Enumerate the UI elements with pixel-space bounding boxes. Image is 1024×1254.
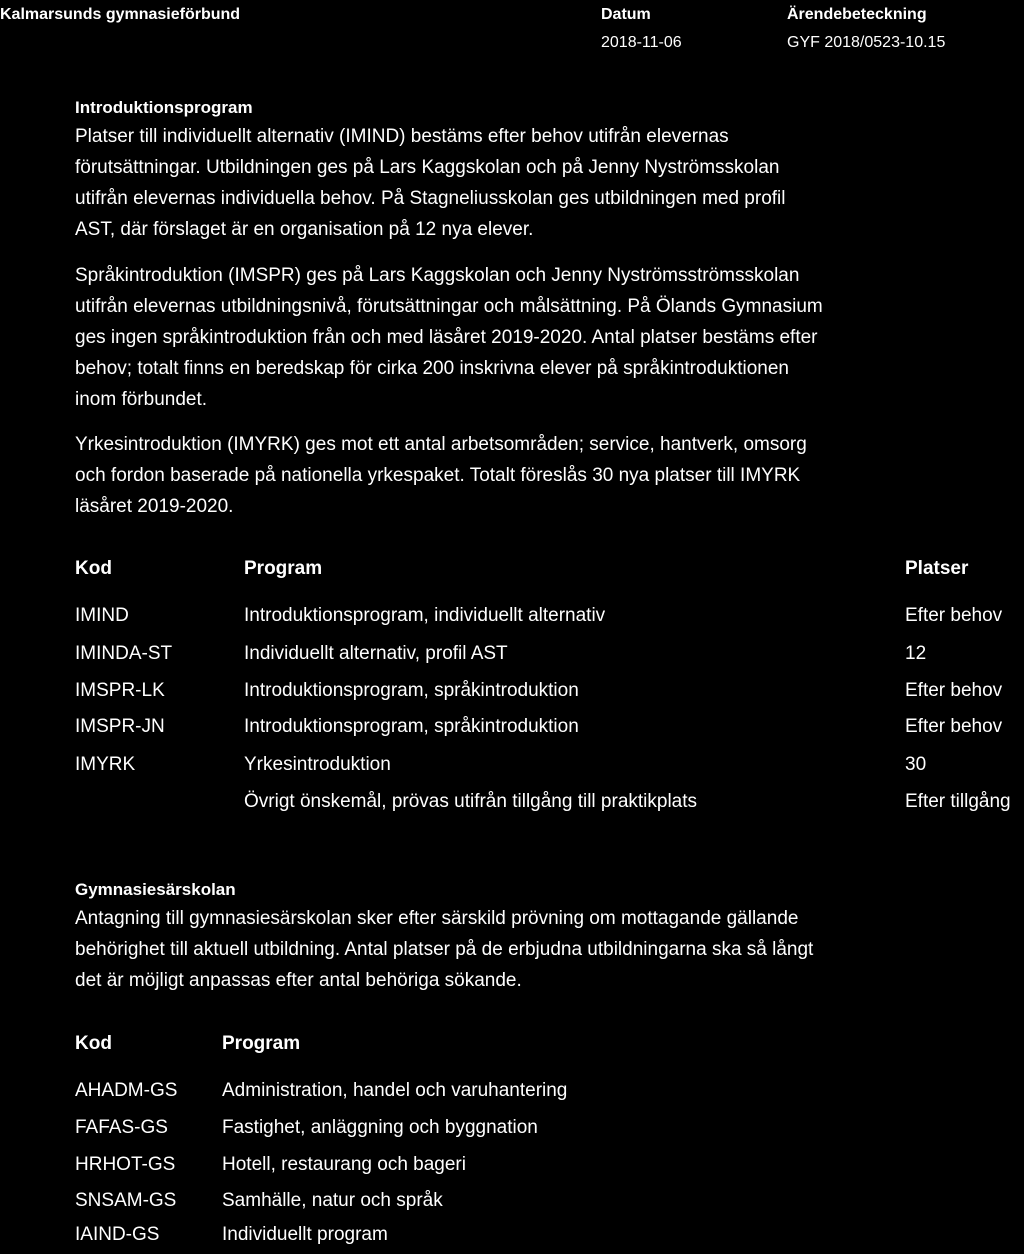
intro-paragraph-2: [75, 260, 955, 415]
text-line: läsåret 2019-2020.: [75, 496, 234, 517]
table-cell-kod: SNSAM-GS: [75, 1190, 177, 1211]
table-cell-kod: IMSPR-LK: [75, 680, 165, 701]
organization-name: Kalmarsunds gymnasieförbund: [0, 6, 241, 23]
text-line: förutsättningar. Utbildningen ges på Lars Kaggskolan och på Jenny Nyströmsskolan: [75, 157, 780, 178]
text-line: Antagning till gymnasiesärskolan sker efter särskild prövning om mottagande gällande: [75, 908, 799, 929]
table-cell-platser: 30: [905, 754, 927, 775]
table-cell-platser: Efter behov: [905, 680, 1003, 701]
table-cell-program: Övrigt önskemål, prövas utifrån tillgång till praktikplats: [244, 791, 698, 812]
table-cell-kod: IAIND-GS: [75, 1224, 160, 1245]
table-cell-program: Fastighet, anläggning och byggnation: [222, 1117, 538, 1138]
text-line: utifrån elevernas utbildningsnivå, förutsättningar och målsättning. På Ölands Gymnasium: [75, 296, 823, 317]
table-cell-platser: 12: [905, 643, 927, 664]
table-cell-program: Administration, handel och varuhantering: [222, 1080, 568, 1101]
text-line: Platser till individuellt alternativ (IMIND) bestäms efter behov utifrån elevernas: [75, 126, 729, 147]
table-cell-kod: HRHOT-GS: [75, 1154, 176, 1175]
table-cell-program: Individuellt program: [222, 1224, 388, 1245]
table-cell-program: Introduktionsprogram, språkintroduktion: [244, 716, 579, 737]
table-header-program: Program: [222, 1033, 301, 1054]
table-header-kod: Kod: [75, 558, 112, 579]
table-header-kod: Kod: [75, 1033, 112, 1054]
table-cell-kod: AHADM-GS: [75, 1080, 178, 1101]
table-cell-platser: Efter behov: [905, 716, 1003, 737]
intro-paragraph-3: [75, 429, 955, 522]
table-cell-program: Introduktionsprogram, språkintroduktion: [244, 680, 579, 701]
table-cell-program: Samhälle, natur och språk: [222, 1190, 443, 1211]
table-cell-platser: Efter tillgång: [905, 791, 1011, 812]
table-cell-program: Hotell, restaurang och bageri: [222, 1154, 466, 1175]
date-value: 2018-11-06: [601, 34, 682, 51]
table-cell-program: Individuellt alternativ, profil AST: [244, 643, 508, 664]
date-label: Datum: [601, 6, 651, 23]
section-title-gymnasiesarskolan: Gymnasiesärskolan: [75, 880, 236, 899]
text-line: det är möjligt anpassas efter antal behöriga sökande.: [75, 970, 522, 991]
case-number-value: GYF 2018/0523-10.15: [787, 34, 946, 51]
text-line: utifrån elevernas individuella behov. På Stagneliusskolan ges utbildningen med profil: [75, 188, 786, 209]
text-line: och fordon baserade på nationella yrkespaket. Totalt föreslås 30 nya platser till IMYRK: [75, 465, 801, 486]
case-number-label: Ärendebeteckning: [787, 6, 927, 23]
table-header-program: Program: [244, 558, 323, 579]
text-line: Yrkesintroduktion (IMYRK) ges mot ett antal arbetsområden; service, hantverk, omsorg: [75, 434, 807, 455]
text-line: behörighet till aktuell utbildning. Antal platser på de erbjudna utbildningarna ska så långt: [75, 939, 814, 960]
text-line: inom förbundet.: [75, 389, 208, 410]
text-line: behov; totalt finns en beredskap för cirka 200 inskrivna elever på språkintroduktionen: [75, 358, 789, 379]
table-cell-kod: IMIND: [75, 605, 129, 626]
table-header-platser: Platser: [905, 558, 969, 579]
table-cell-platser: Efter behov: [905, 605, 1003, 626]
table-cell-kod: IMYRK: [75, 754, 136, 775]
table-cell-program: Yrkesintroduktion: [244, 754, 391, 775]
text-line: ges ingen språkintroduktion från och med läsåret 2019-2020. Antal platser bestäms efter: [75, 327, 818, 348]
table-cell-kod: IMINDA-ST: [75, 643, 173, 664]
text-line: Språkintroduktion (IMSPR) ges på Lars Kaggskolan och Jenny Nyströmsströmsskolan: [75, 265, 800, 286]
sarskola-paragraph: [75, 903, 955, 996]
table-cell-kod: IMSPR-JN: [75, 716, 165, 737]
intro-paragraph-1: [75, 121, 955, 245]
table-cell-kod: FAFAS-GS: [75, 1117, 168, 1138]
table-cell-program: Introduktionsprogram, individuellt alternativ: [244, 605, 606, 626]
text-line: AST, där förslaget är en organisation på 12 nya elever.: [75, 219, 534, 240]
section-title-introduktionsprogram: Introduktionsprogram: [75, 98, 253, 117]
